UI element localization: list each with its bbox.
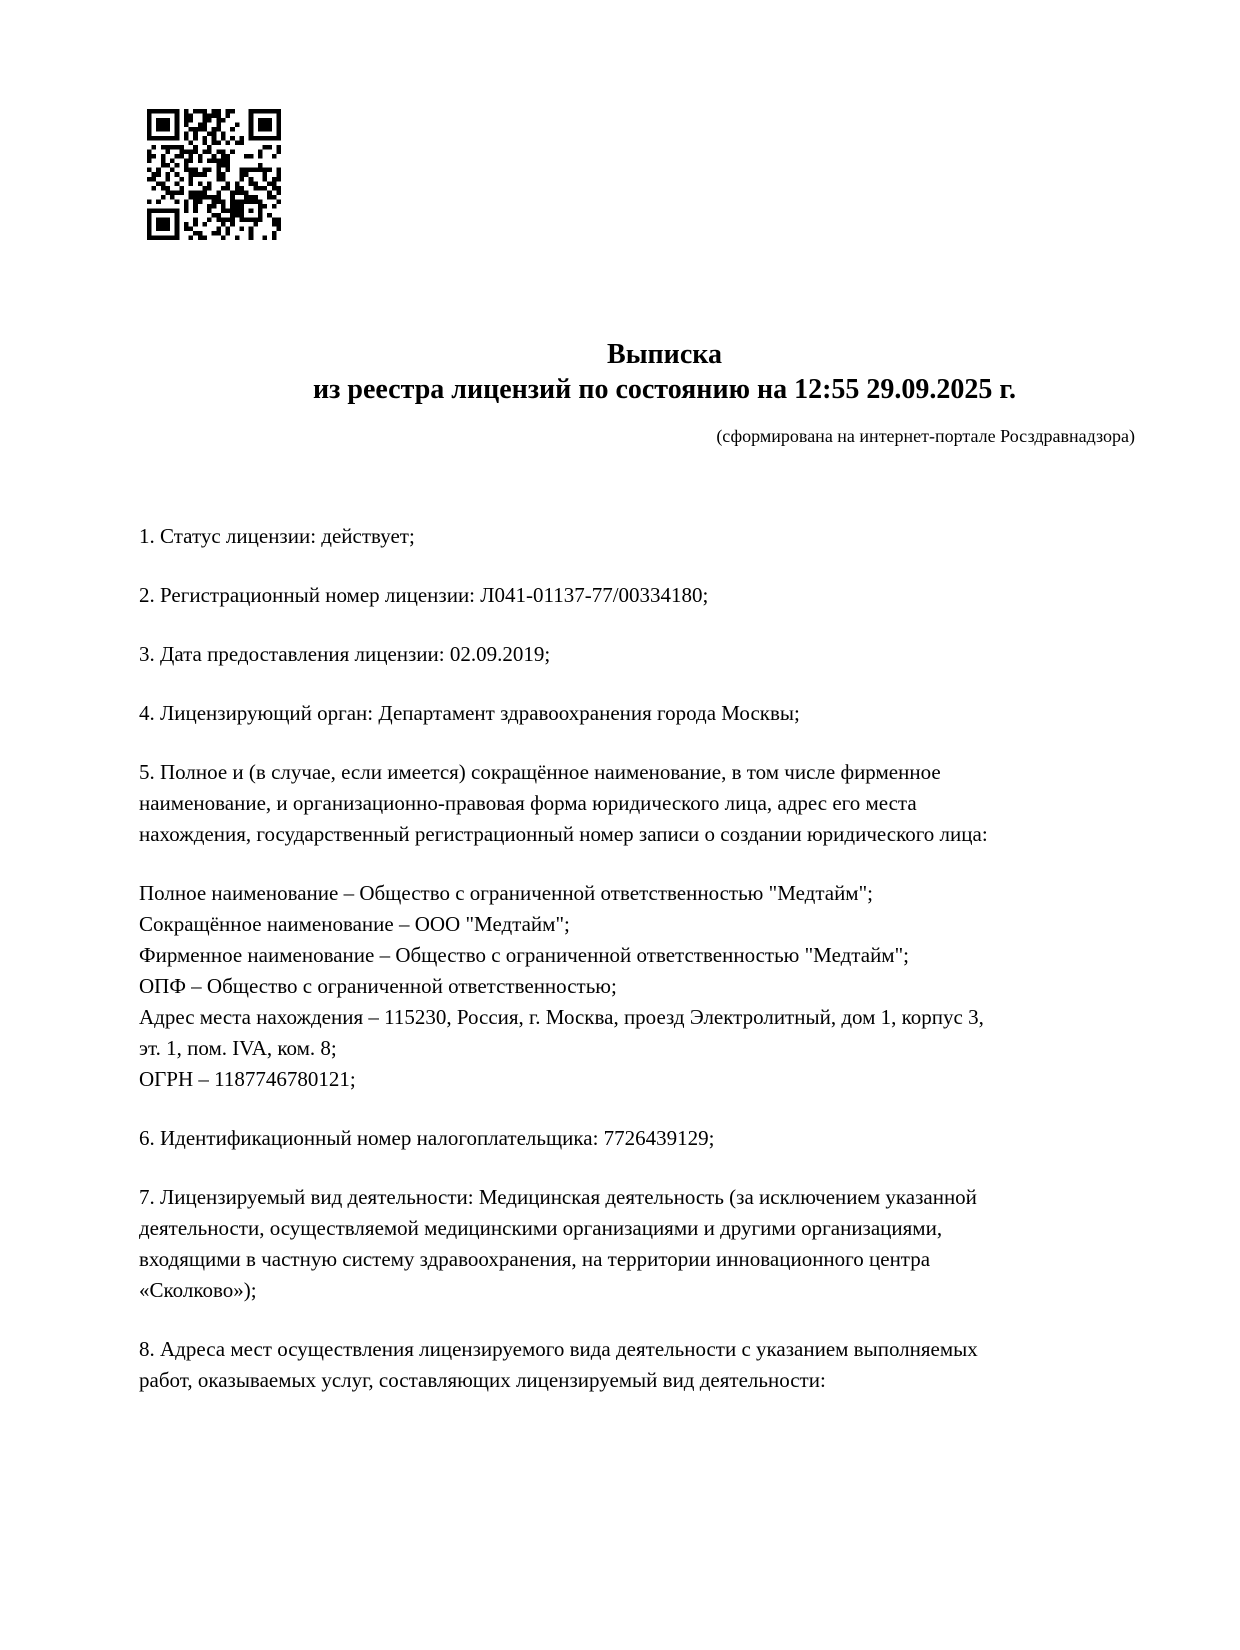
document-title-line1: Выписка	[607, 339, 722, 370]
text-line: эт. 1, пом. IVA, ком. 8;	[139, 1036, 337, 1060]
text-line: нахождения, государственный регистрационный номер записи о создании юридического лица:	[139, 822, 988, 846]
text-line: 3. Дата предоставления лицензии: 02.09.2019;	[139, 642, 551, 666]
text-line: 6. Идентификационный номер налогоплательщика: 7726439129;	[139, 1126, 715, 1150]
text-line: ОПФ – Общество с ограниченной ответственностью;	[139, 974, 617, 998]
text-line: Сокращённое наименование – ООО "Медтайм";	[139, 912, 570, 936]
text-line: 8. Адреса мест осуществления лицензируемого вида деятельности с указанием выполняемых	[139, 1337, 978, 1361]
document-content	[139, 0, 1135, 1396]
text-line: «Сколково»);	[139, 1278, 257, 1302]
text-line: Адрес места нахождения – 115230, Россия, г. Москва, проезд Электролитный, дом 1, корпус 3,	[139, 1005, 984, 1029]
paragraph-activity-addresses	[139, 1334, 1099, 1396]
text-line: 4. Лицензирующий орган: Департамент здравоохранения города Москвы;	[139, 701, 800, 725]
paragraph-name-intro	[139, 757, 1099, 850]
text-line: Полное наименование – Общество с ограниченной ответственностью "Медтайм";	[139, 881, 874, 905]
text-line: ОГРН – 1187746780121;	[139, 1067, 356, 1091]
paragraph-licensing-authority	[139, 698, 1099, 729]
paragraph-status	[139, 521, 1099, 552]
text-line: 1. Статус лицензии: действует;	[139, 524, 415, 548]
text-line: наименование, и организационно-правовая форма юридического лица, адрес его места	[139, 791, 917, 815]
license-paragraphs	[139, 521, 1099, 1396]
paragraph-name-details	[139, 878, 1099, 1095]
paragraph-activity-type	[139, 1182, 1099, 1306]
text-line: деятельности, осуществляемой медицинскими организациями и другими организациями,	[139, 1216, 943, 1240]
document-title-line2: из реестра лицензий по состоянию на 12:55 29.09.2025 г.	[313, 374, 1016, 405]
paragraph-grant-date	[139, 639, 1099, 670]
paragraph-reg-number	[139, 580, 1099, 611]
paragraph-inn	[139, 1123, 1099, 1154]
text-line: работ, оказываемых услуг, составляющих лицензируемый вид деятельности:	[139, 1368, 826, 1392]
text-line: 5. Полное и (в случае, если имеется) сокращённое наименование, в том числе фирменное	[139, 760, 941, 784]
document-title	[139, 337, 1135, 407]
text-line: входящими в частную систему здравоохранения, на территории инновационного центра	[139, 1247, 931, 1271]
formation-note: (сформирована на интернет-портале Росздравнадзора)	[716, 426, 1135, 446]
text-line: Фирменное наименование – Общество с ограниченной ответственностью "Медтайм";	[139, 943, 909, 967]
text-line: 7. Лицензируемый вид деятельности: Медицинская деятельность (за исключением указанной	[139, 1185, 977, 1209]
text-line: 2. Регистрационный номер лицензии: Л041-01137-77/00334180;	[139, 583, 709, 607]
